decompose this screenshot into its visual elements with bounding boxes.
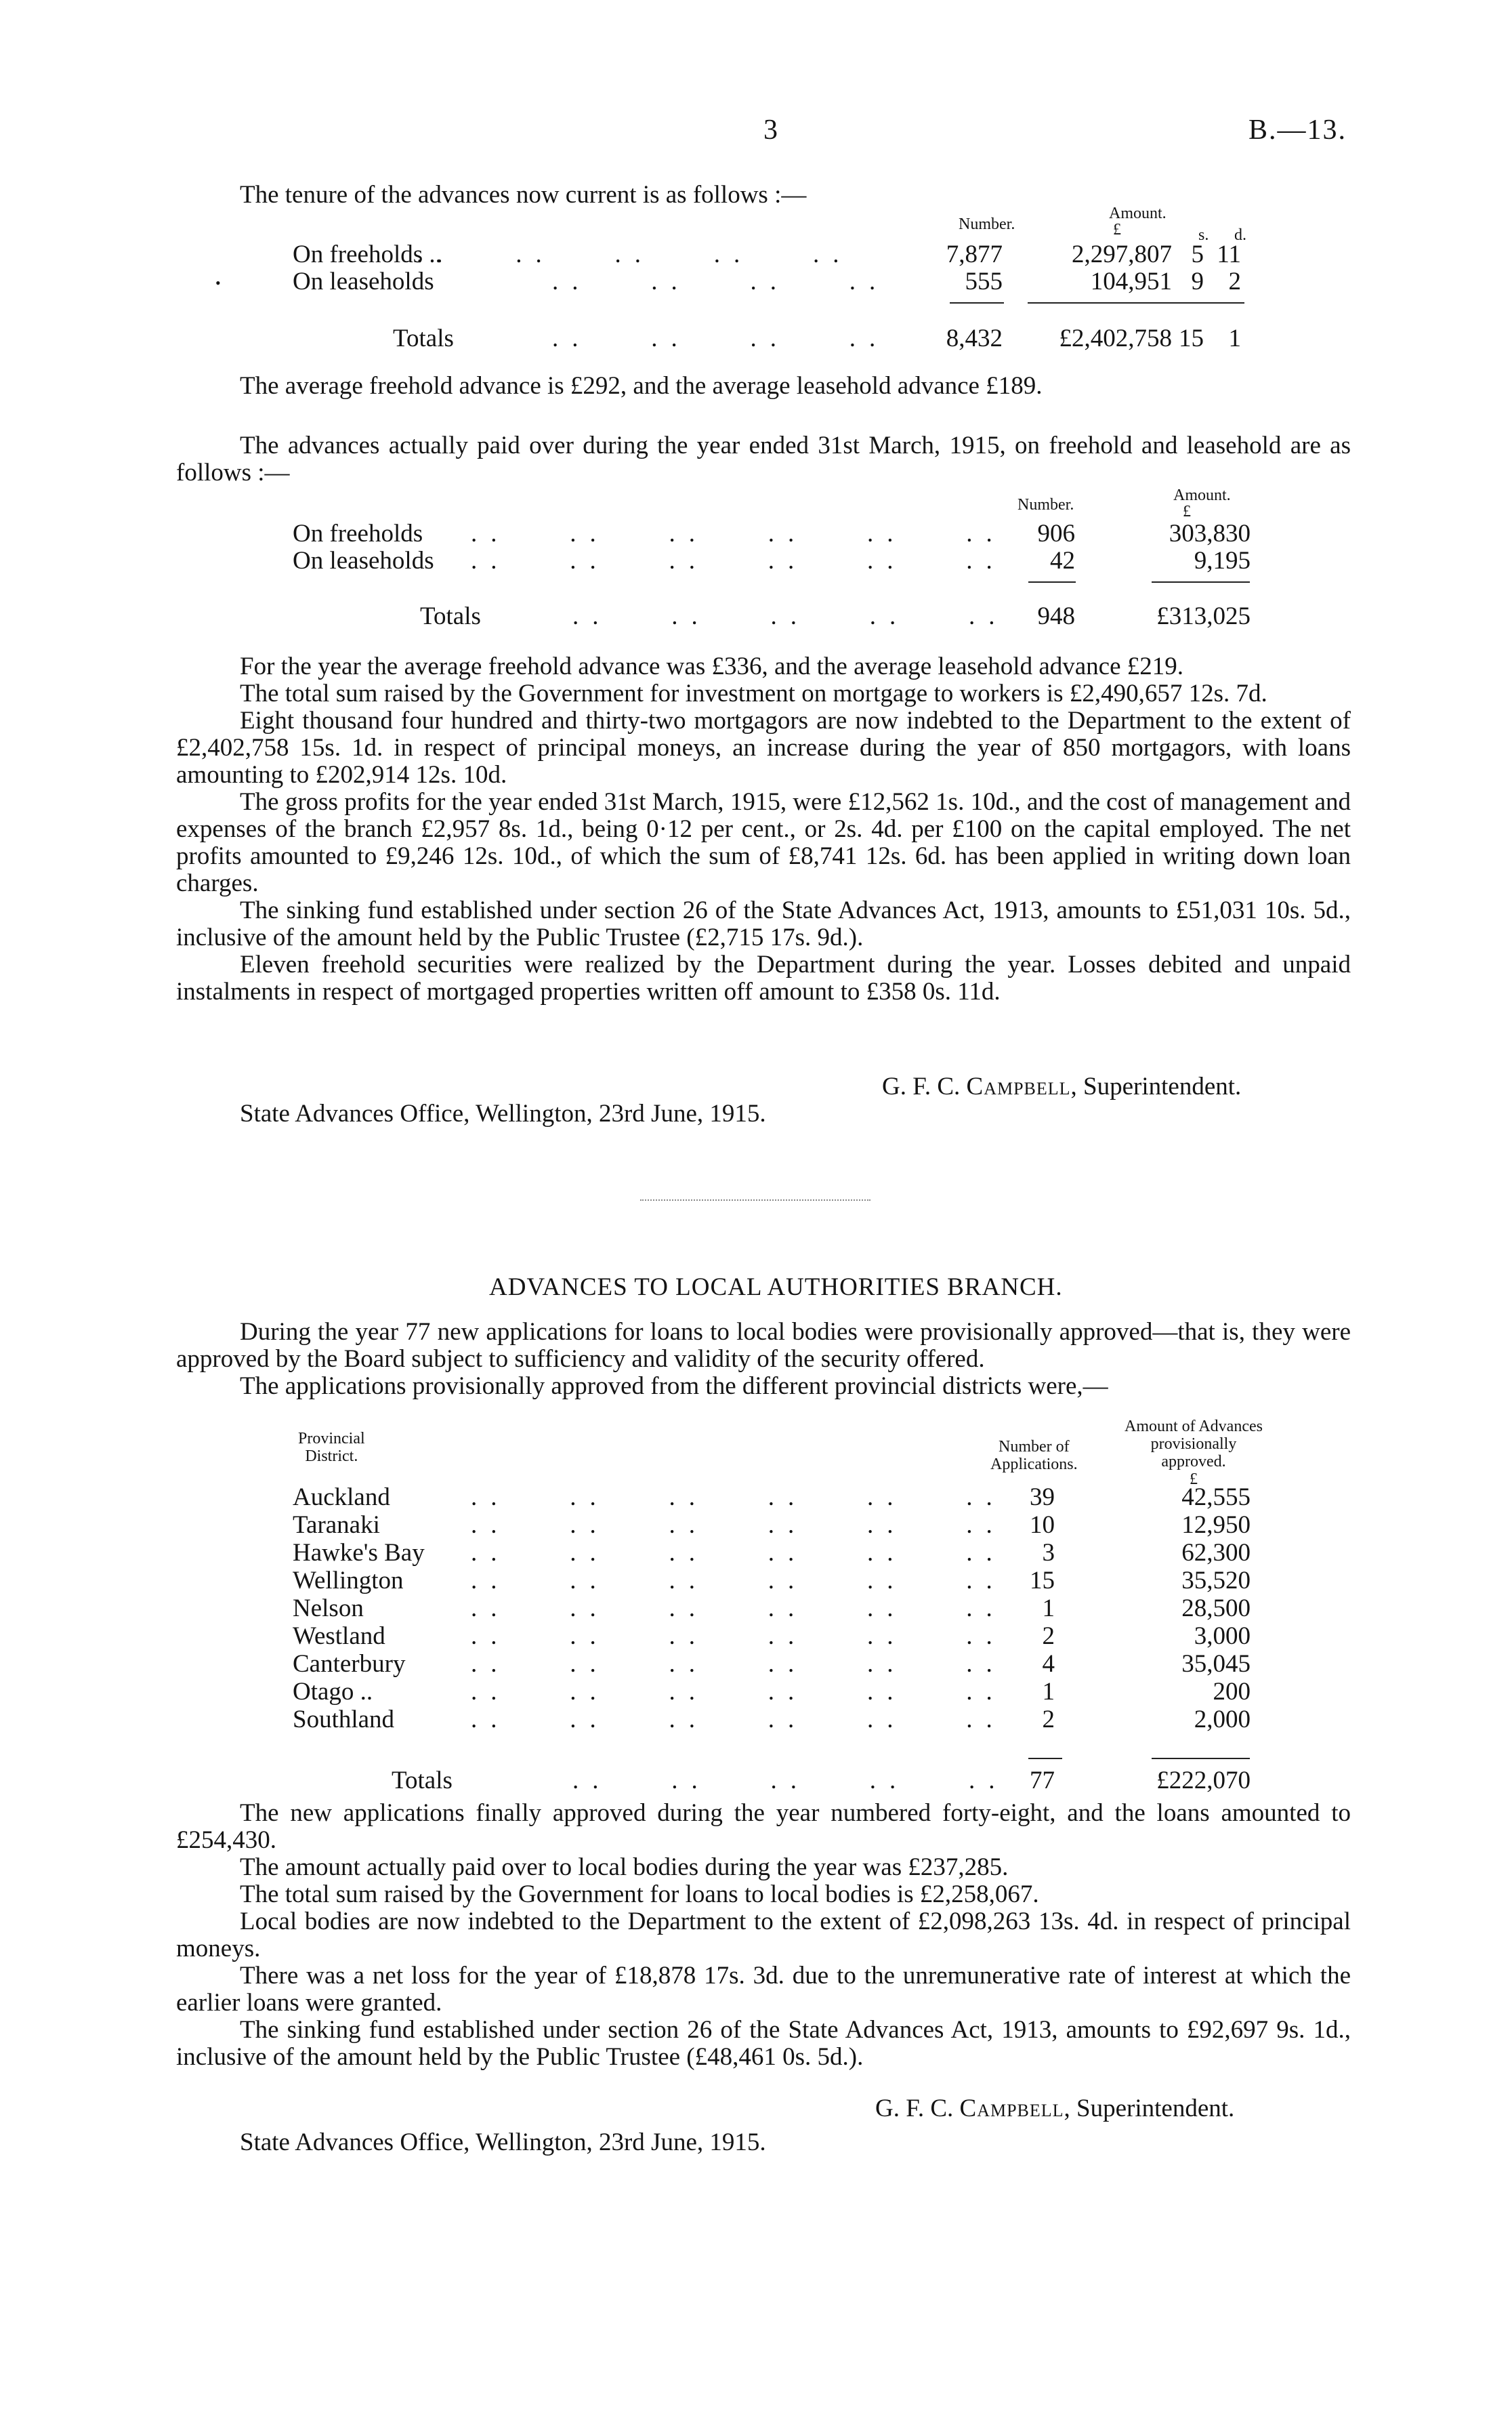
leader-dots: .. .. .. .. .. .. — [471, 1706, 1006, 1733]
row-amount: 35,520 — [1181, 1567, 1251, 1594]
col-district-line: District. — [305, 1447, 358, 1465]
col-district-line: Provincial — [298, 1430, 365, 1447]
local-col-district — [298, 1430, 365, 1465]
local-col-amount — [1125, 1418, 1263, 1488]
row-number: 1 — [1042, 1678, 1055, 1706]
row-district: Hawke's Bay — [293, 1539, 425, 1567]
row-number: 906 — [1037, 520, 1075, 548]
office-line: State Advances Office, Wellington, 23rd June, 1915. — [240, 1100, 766, 1128]
row-number: 7,877 — [946, 241, 1003, 268]
section-heading: ADVANCES TO LOCAL AUTHORITIES BRANCH. — [489, 1273, 1063, 1301]
workers-paragraphs — [176, 653, 1351, 1006]
tenure-col-unit-s: s. — [1198, 226, 1209, 244]
leader-dots: .. .. .. .. .. .. — [471, 1539, 1006, 1567]
paragraph: The applications provisionally approved from the different provincial districts were,— — [240, 1372, 1108, 1400]
signature-initials: G. F. C. — [875, 2095, 954, 2122]
page-number: 3 — [763, 115, 778, 146]
paid-intro-text: The advances actually paid over during the year ended 31st March, 1915, on freehold and leasehold are as follows :— — [176, 432, 1351, 487]
row-number: 3 — [1042, 1539, 1055, 1567]
paragraph: Local bodies are now indebted to the Department to the extent of £2,098,263 13s. 4d. in respect of principal moneys. — [176, 1908, 1351, 1962]
row-amount: 2,000 — [1194, 1706, 1251, 1733]
row-district: Westland — [293, 1622, 385, 1650]
paid-col-unit: £ — [1183, 503, 1191, 520]
col-amount-line: £ — [1189, 1470, 1198, 1488]
tenure-col-amount: Amount. — [1109, 205, 1167, 222]
leader-dots: .. .. .. .. .. — [572, 1767, 1009, 1794]
paragraph: The sinking fund established under section 26 of the State Advances Act, 1913, amounts to £51,031 10s. 5d., inclusive of the amount held by the Public Trustee (£2,715 17s. 9d.). — [176, 897, 1351, 951]
section-divider — [640, 1199, 870, 1201]
office-line: State Advances Office, Wellington, 23rd June, 1915. — [240, 2128, 766, 2156]
leader-dots: .. .. .. .. .. .. — [471, 547, 1006, 575]
col-amount-line: Amount of Advances — [1125, 1418, 1263, 1435]
paragraph: The amount actually paid over to local bodies during the year was £237,285. — [240, 1853, 1009, 1881]
row-number: 555 — [965, 268, 1003, 295]
paragraph: Eight thousand four hundred and thirty-two mortgagors are now indebted to the Department to the extent of £2,402,758 15s. 1d. in respect of principal moneys, an increase during the year of 850 mortgagors, with loans amounting to £202,914 12s. 10d. — [176, 707, 1351, 789]
totals-label: Totals — [420, 602, 481, 630]
totals-amount: £313,025 — [1156, 602, 1251, 630]
row-amount: 62,300 — [1181, 1539, 1251, 1567]
row-number: 39 — [1030, 1483, 1055, 1511]
leader-dots: .. .. .. .. — [552, 268, 889, 295]
row-pence: 11 — [1217, 241, 1241, 268]
row-number: 15 — [1030, 1567, 1055, 1594]
row-shillings: 5 — [1191, 241, 1204, 268]
leader-dots: .. .. .. .. .. .. — [471, 1511, 1006, 1539]
totals-number: 8,432 — [946, 325, 1003, 352]
row-label: On freeholds .. — [293, 241, 442, 268]
totals-pence: 1 — [1228, 325, 1241, 352]
row-amount: 42,555 — [1181, 1483, 1251, 1511]
tenure-col-number: Number. — [959, 215, 1015, 233]
totals-number: 948 — [1037, 602, 1075, 630]
local-col-number — [990, 1438, 1078, 1473]
leader-dots: .. .. .. .. .. .. — [471, 1567, 1006, 1594]
col-amount-line: provisionally — [1150, 1435, 1237, 1453]
row-district: Wellington — [293, 1567, 404, 1594]
tenure-col-unit-pounds: £ — [1113, 221, 1121, 239]
paid-col-amount: Amount. — [1173, 487, 1231, 504]
leader-dots: .. .. .. .. .. .. — [471, 1594, 1006, 1622]
row-amount: 9,195 — [1194, 547, 1251, 575]
subtotal-rule — [1028, 581, 1076, 583]
signature-surname: Campbell — [966, 1073, 1071, 1100]
row-amount: 35,045 — [1181, 1650, 1251, 1678]
signature-title: , Superintendent. — [1064, 2095, 1235, 2122]
row-district: Nelson — [293, 1594, 364, 1622]
subtotal-rule — [1152, 1758, 1250, 1759]
paragraph: The gross profits for the year ended 31st March, 1915, were £12,562 1s. 10d., and the cost of management and expenses of the branch £2,957 8s. 1d., being 0·12 per cent., or 2s. 4d. per £100 on the capital employed. The net profits amounted to £9,246 12s. 10d., of which the sum of £8,741 12s. 6d. has been applied in writing down loan charges. — [176, 788, 1351, 897]
leader-dots: .. .. .. .. .. .. — [471, 1622, 1006, 1650]
paragraph: During the year 77 new applications for loans to local bodies were provisionally approved—that is, they were approved by the Board subject to sufficiency and validity of the security offered. — [176, 1318, 1351, 1373]
row-number: 42 — [1050, 547, 1075, 575]
col-number-line: Applications. — [990, 1456, 1078, 1473]
col-amount-line: approved. — [1161, 1453, 1226, 1470]
totals-pounds: £2,402,758 — [1059, 325, 1172, 352]
row-amount: 3,000 — [1194, 1622, 1251, 1650]
leader-dots: .. .. .. .. .. .. — [471, 1678, 1006, 1706]
paid-col-number: Number. — [1017, 496, 1074, 514]
paragraph: The total sum raised by the Government for investment on mortgage to workers is £2,490,657 12s. 7d. — [240, 680, 1267, 707]
local-paragraphs — [176, 1800, 1351, 2071]
paragraph: The new applications finally approved during the year numbered forty-eight, and the loans amounted to £254,430. — [176, 1799, 1351, 1854]
row-pence: 2 — [1228, 268, 1241, 295]
totals-label: Totals — [393, 325, 454, 352]
signature-title: , Superintendent. — [1070, 1073, 1242, 1100]
row-number: 2 — [1042, 1706, 1055, 1733]
local-intro — [176, 1319, 1351, 1400]
leader-dots: .. .. .. .. — [552, 325, 889, 352]
totals-amount: £222,070 — [1156, 1767, 1251, 1794]
paragraph: The total sum raised by the Government for loans to local bodies is £2,258,067. — [240, 1880, 1039, 1908]
signature — [875, 2095, 1234, 2122]
row-number: 4 — [1042, 1650, 1055, 1678]
row-number: 10 — [1030, 1511, 1055, 1539]
average-advance-line: The average freehold advance is £292, and the average leasehold advance £189. — [240, 372, 1043, 400]
totals-label: Totals — [392, 1767, 453, 1794]
row-district: Canterbury — [293, 1650, 406, 1678]
row-district: Southland — [293, 1706, 395, 1733]
leader-dots: .. .. .. .. .. — [417, 241, 853, 268]
row-label: On leaseholds — [293, 547, 434, 575]
row-district: Auckland — [293, 1483, 390, 1511]
row-district: Otago .. — [293, 1678, 373, 1706]
row-label: On leaseholds — [293, 268, 434, 295]
row-shillings: 9 — [1191, 268, 1204, 295]
paragraph: For the year the average freehold advance was £336, and the average leasehold advance £219. — [240, 653, 1184, 680]
signature-initials: G. F. C. — [882, 1073, 961, 1100]
tenure-intro: The tenure of the advances now current is as follows :— — [240, 181, 807, 209]
subtotal-rule — [1028, 302, 1244, 304]
bullet-mark: • — [215, 274, 221, 291]
subtotal-rule — [1028, 1758, 1062, 1759]
leader-dots: .. .. .. .. .. .. — [471, 520, 1006, 548]
paragraph: There was a net loss for the year of £18,878 17s. 3d. due to the unremunerative rate of interest at which the earlier loans were granted. — [176, 1962, 1351, 2017]
row-amount: 200 — [1213, 1678, 1251, 1706]
leader-dots: .. .. .. .. .. .. — [471, 1650, 1006, 1678]
tenure-col-unit-d: d. — [1234, 226, 1246, 244]
leader-dots: .. .. .. .. .. — [572, 602, 1009, 630]
row-pounds: 2,297,807 — [1072, 241, 1172, 268]
signature-surname: Campbell — [959, 2095, 1064, 2122]
subtotal-rule — [1152, 581, 1250, 583]
signature — [882, 1073, 1241, 1100]
leader-dots: .. .. .. .. .. .. — [471, 1483, 1006, 1511]
paid-intro — [176, 432, 1351, 487]
row-amount: 303,830 — [1169, 520, 1251, 548]
row-amount: 12,950 — [1181, 1511, 1251, 1539]
subtotal-rule — [950, 302, 1004, 304]
row-number: 2 — [1042, 1622, 1055, 1650]
row-district: Taranaki — [293, 1511, 380, 1539]
totals-number: 77 — [1030, 1767, 1055, 1794]
row-pounds: 104,951 — [1090, 268, 1172, 295]
paragraph: The sinking fund established under section 26 of the State Advances Act, 1913, amounts to £92,697 9s. 1d., inclusive of the amount held by the Public Trustee (£48,461 0s. 5d.). — [176, 2016, 1351, 2071]
row-label: On freeholds — [293, 520, 423, 548]
col-number-line: Number of — [999, 1438, 1070, 1456]
totals-shillings: 15 — [1179, 325, 1204, 352]
row-number: 1 — [1042, 1594, 1055, 1622]
paragraph: Eleven freehold securities were realized by the Department during the year. Losses debited and unpaid instalments in respect of mortgaged properties written off amount to £358 0s. 11d. — [176, 951, 1351, 1006]
row-amount: 28,500 — [1181, 1594, 1251, 1622]
document-code: B.—13. — [1248, 115, 1347, 146]
